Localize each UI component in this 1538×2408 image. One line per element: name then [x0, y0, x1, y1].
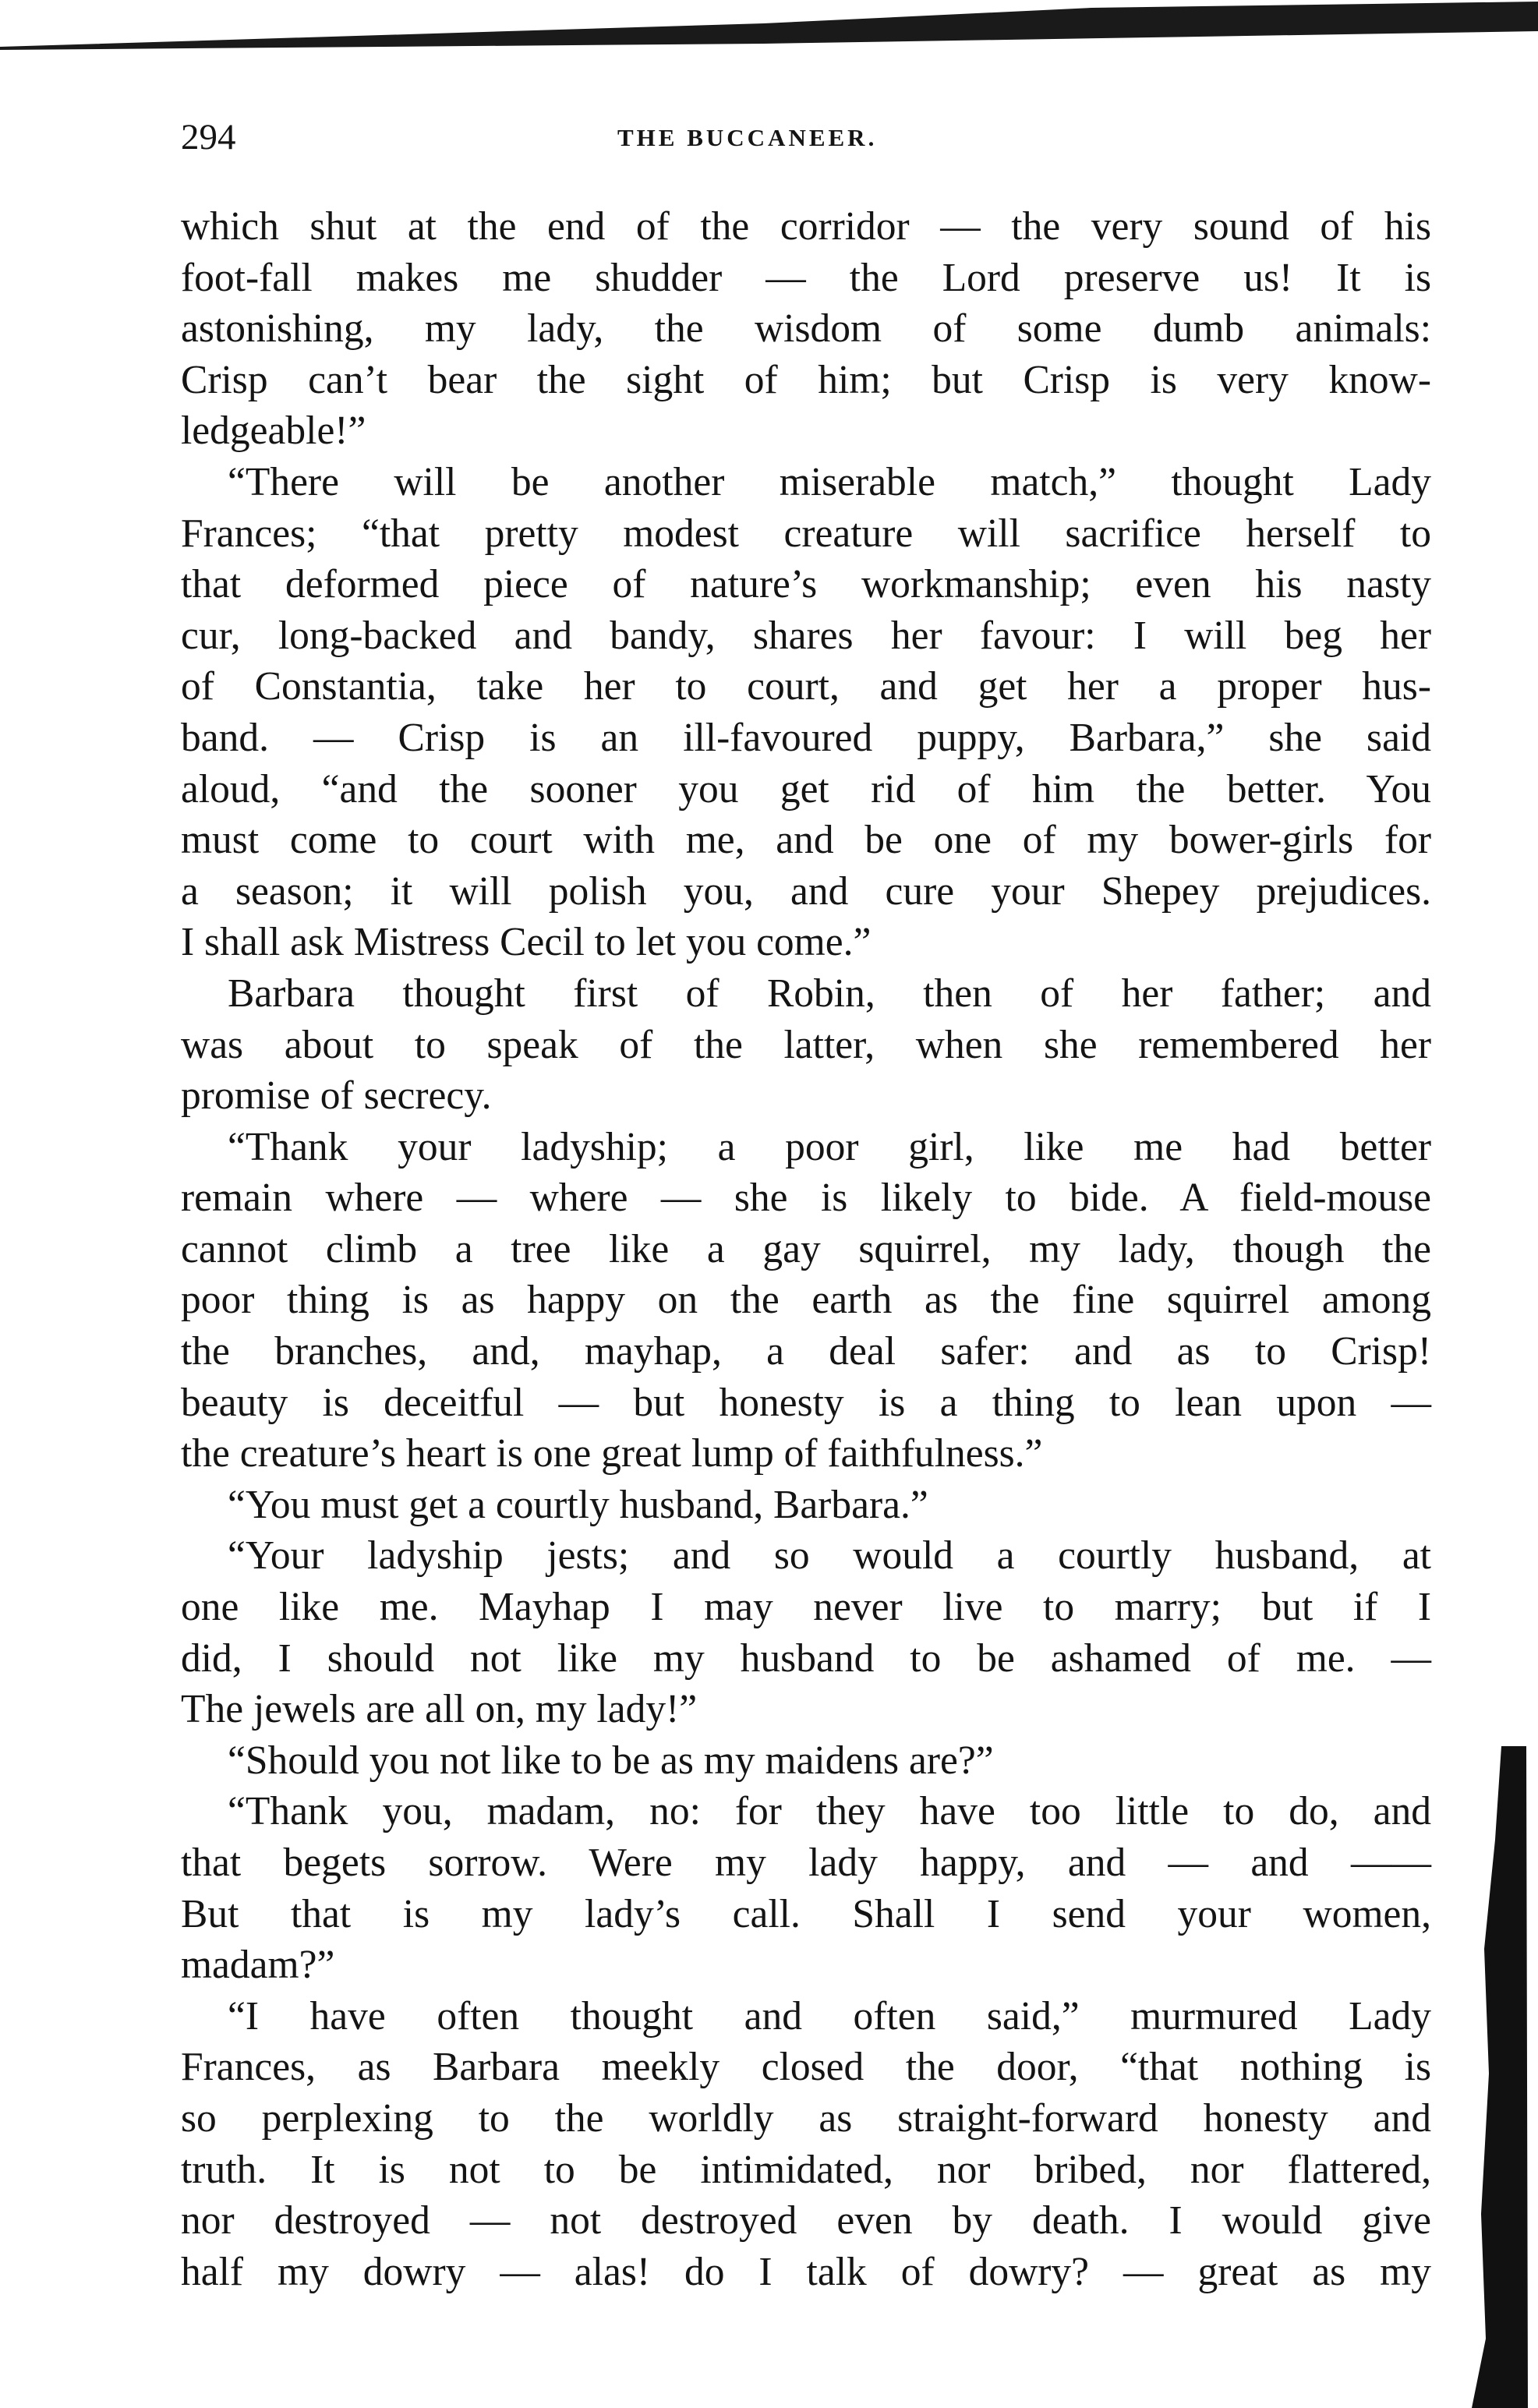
text-line: was about to speak of the latter, when she remembered her [181, 1022, 1431, 1067]
text-line: “Should you not like to be as my maidens are?” [228, 1738, 994, 1783]
text-line: poor thing is as happy on the earth as the fine squirrel among [181, 1278, 1431, 1323]
text-line: cur, long-backed and bandy, shares her favour: I will beg her [181, 613, 1431, 658]
text-line: half my dowry — alas! do I talk of dowry? — great as my [181, 2249, 1431, 2294]
text-line: which shut at the end of the corridor — the very sound of his [181, 204, 1431, 249]
page-number: 294 [181, 117, 236, 157]
text-line: Frances; “that pretty modest creature will sacrifice herself to [181, 511, 1431, 556]
text-line: Frances, as Barbara meekly closed the door, “that nothing is [181, 2045, 1431, 2090]
text-line: But that is my lady’s call. Shall I send your women, [181, 1891, 1431, 1936]
page-edge-shadow [1472, 1746, 1538, 2408]
text-line: “I have often thought and often said,” murmured Lady [228, 1993, 1431, 2038]
text-line: nor destroyed — not destroyed even by death. I would give [181, 2198, 1431, 2244]
text-line: of Constantia, take her to court, and get her a proper hus- [181, 664, 1431, 709]
text-line: the creature’s heart is one great lump of faithfulness.” [181, 1431, 1043, 1476]
text-line: Barbara thought first of Robin, then of her father; and [228, 971, 1431, 1016]
text-line: beauty is deceitful — but honesty is a thing to lean upon — [181, 1380, 1431, 1425]
running-head [181, 114, 1431, 161]
text-line: cannot climb a tree like a gay squirrel, my lady, though the [181, 1226, 1431, 1271]
text-line: “There will be another miserable match,” thought Lady [228, 459, 1431, 504]
text-line: that begets sorrow. Were my lady happy, and — and —— [181, 1840, 1431, 1885]
text-line: must come to court with me, and be one of my bower-girls for [181, 818, 1431, 863]
text-line: a season; it will polish you, and cure your Shepey prejudices. [181, 868, 1431, 914]
text-line: “Thank you, madam, no: for they have too little to do, and [228, 1789, 1431, 1834]
text-line: I shall ask Mistress Cecil to let you come.” [181, 920, 872, 965]
text-line: that deformed piece of nature’s workmanship; even his nasty [181, 562, 1431, 607]
text-line: foot-fall makes me shudder — the Lord preserve us! It is [181, 255, 1431, 300]
running-title: THE BUCCANEER. [617, 124, 878, 151]
text-line: band. — Crisp is an ill-favoured puppy, Barbara,” she said [181, 715, 1431, 760]
text-line: so perplexing to the worldly as straight-forward honesty and [181, 2095, 1431, 2141]
text-line: aloud, “and the sooner you get rid of him the better. You [181, 766, 1431, 812]
text-line: ledgeable!” [181, 408, 366, 454]
text-line: “Your ladyship jests; and so would a courtly husband, at [228, 1533, 1431, 1579]
text-line: did, I should not like my husband to be ashamed of me. — [181, 1635, 1431, 1681]
text-line: truth. It is not to be intimidated, nor bribed, nor flattered, [181, 2147, 1431, 2192]
text-line: “You must get a courtly husband, Barbara.” [228, 1482, 928, 1527]
text-line: astonishing, my lady, the wisdom of some dumb animals: [181, 306, 1431, 352]
top-edge-rule [0, 0, 1538, 55]
text-line: madam?” [181, 1943, 335, 1988]
text-line: “Thank your ladyship; a poor girl, like me had better [228, 1124, 1431, 1169]
text-line: the branches, and, mayhap, a deal safer: and as to Crisp! [181, 1329, 1431, 1374]
text-line: promise of secrecy. [181, 1073, 492, 1119]
text-line: Crisp can’t bear the sight of him; but Crisp is very know- [181, 357, 1431, 402]
text-line: one like me. Mayhap I may never live to marry; but if I [181, 1585, 1431, 1630]
text-line: remain where — where — she is likely to bide. A field-mouse [181, 1176, 1431, 1221]
body-text [181, 201, 1431, 2297]
text-line: The jewels are all on, my lady!” [181, 1687, 698, 1732]
